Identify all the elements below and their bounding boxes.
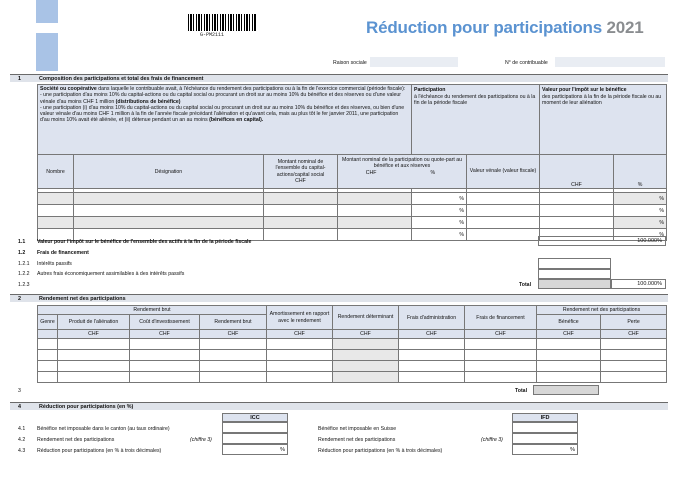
valeur-header: Valeur pour l'impôt sur le bénéfice des participations à la fin de la période fiscale ou au moment de leur aliénation xyxy=(540,85,667,155)
societe-description: Société ou coopérative dans laquelle le contribuable avait, à l'échéance du rendement des participations ou à la fin de l'exercice commercial (période fiscale): - une participation d'au moins 10% du capital-actions ou du capital social ou procurant un droit sur au moins 10% du bénéfice et des réserves ou d'une valeur vénale d'au moins CHF 1 million (distributions de bénéfice) - une participation (i) d'au moins 10% du capital-actions ou du capital social ou procurant un droit sur au moins 10% du bénéfice et des réserves, ou bien d'une valeur vénale d'au moins CHF 1 million à la fin de l'année fiscale précédant l'aliénation et qu'avant cela, mais au plus tôt le fer janvier 2011, une participation d'au moins 10% avait été aliénée, et (ii) détenue pendant un an au moins (bénéfices en capital). xyxy=(38,85,412,155)
line-1-2-2-label: Autres frais économiquement assimilables à des intérêts passifs xyxy=(37,271,185,277)
icc-rendement-field[interactable] xyxy=(222,433,288,444)
line-4-2-right-label: Rendement net des participations xyxy=(318,437,396,443)
contribuable-label: N° de contribuable xyxy=(505,60,548,66)
line-1-2-3-num: 1.2.3 xyxy=(18,282,30,288)
rendement-brut-group: Rendement brut xyxy=(38,306,267,315)
line-1-1-label: Valeur pour l'impôt sur le bénéfice de l'ensemble des actifs à la fin de la période fiscale xyxy=(37,239,252,245)
ifd-benefice-field[interactable] xyxy=(512,422,578,433)
line-4-2-right-chiffre: (chiffre 3) xyxy=(481,437,503,443)
table-row xyxy=(38,339,667,350)
ifd-reduction-field[interactable]: % xyxy=(512,444,578,455)
table-row xyxy=(38,361,667,372)
icc-header: ICC xyxy=(222,413,288,422)
col-frais-admin: Frais d'administration xyxy=(399,306,465,330)
participations-table xyxy=(37,84,667,241)
autres-frais-field[interactable] xyxy=(538,269,611,279)
line-4-1-right-label: Bénéfice net imposable en Suisse xyxy=(318,426,397,432)
col-genre: Genre xyxy=(38,315,58,330)
line-4-3-left-label: Réduction pour participations (en % à trois décimales) xyxy=(37,448,162,454)
section-2-header: 2 Rendement net des participations xyxy=(10,294,668,302)
raison-sociale-label: Raison sociale xyxy=(333,60,367,66)
line-4-1-left-label: Bénéfice net imposable dans le canton (au taux ordinaire) xyxy=(37,426,170,432)
line-4-2-left-label: Rendement net des participations xyxy=(37,437,115,443)
table-row: % % xyxy=(38,229,667,241)
table-row: % % xyxy=(38,217,667,229)
line-1-1-num: 1.1 xyxy=(18,239,26,245)
rendement-net-group: Rendement net des participations xyxy=(537,306,667,315)
col-perte: Perte xyxy=(601,315,667,330)
table-row xyxy=(38,372,667,383)
frais-total-field xyxy=(538,279,611,289)
line-1-2-label: Frais de financement xyxy=(37,250,89,256)
col-rendement-determinant: Rendement déterminant xyxy=(333,306,399,330)
page-year: 2021 xyxy=(606,18,644,37)
col-produit: Produit de l'aliénation xyxy=(58,315,130,330)
col-montant-participation: Montant nominal de la participation ou quote-part au bénéfice et aux réserves CHF % xyxy=(338,155,467,189)
table-row xyxy=(38,350,667,361)
line-4-3-right-label: Réduction pour participations (en % à trois décimales) xyxy=(318,448,443,454)
raison-sociale-field[interactable] xyxy=(370,57,458,67)
col-valeur-chf: CHF xyxy=(540,155,614,189)
line-1-2-2-num: 1.2.2 xyxy=(18,271,30,277)
col-valeur-pct: % xyxy=(614,155,667,189)
line-3-num: 3 xyxy=(18,388,21,394)
line-4-2-num: 4.2 xyxy=(18,437,26,443)
rendement-total-field xyxy=(533,385,599,395)
line-1-2-num: 1.2 xyxy=(18,250,26,256)
line-1-2-1-label: Intérêts passifs xyxy=(37,261,72,267)
col-designation: Désignation xyxy=(74,155,264,189)
line-1-1-value[interactable]: 100.000% xyxy=(538,236,666,246)
icc-reduction-field[interactable]: % xyxy=(222,444,288,455)
line-4-2-left-chiffre: (chiffre 3) xyxy=(190,437,212,443)
icc-benefice-field[interactable] xyxy=(222,422,288,433)
line-3-total-label: Total xyxy=(515,388,528,394)
table-row: % % xyxy=(38,193,667,205)
line-1-2-3-total-label: Total xyxy=(519,282,532,288)
col-amortissement: Amortissement en rapport avec le rendement xyxy=(267,306,333,330)
section-1-header: 1 Composition des participations et total des frais de financement xyxy=(10,74,668,82)
line-1-2-1-num: 1.2.1 xyxy=(18,261,30,267)
barcode xyxy=(188,14,256,31)
col-rendement-brut: Rendement brut xyxy=(200,315,267,330)
col-benefice: Bénéfice xyxy=(537,315,601,330)
ifd-rendement-field[interactable] xyxy=(512,433,578,444)
col-valeur-venale: Valeur vénale (valeur fiscale) xyxy=(467,155,540,189)
section-4-header: 4 Réduction pour participations (en %) xyxy=(10,402,668,410)
participation-header: Participation à l'échéance du rendement des participations ou à la fin de la période fiscale xyxy=(412,85,540,155)
contribuable-field[interactable] xyxy=(555,57,665,67)
page-title: Réduction pour participations 2021 xyxy=(366,18,644,37)
ifd-header: IFD xyxy=(512,413,578,422)
col-frais-financement: Frais de financement xyxy=(465,306,537,330)
line-4-3-num: 4.3 xyxy=(18,448,26,454)
col-cout: Coût d'investissement xyxy=(130,315,200,330)
table-row: % % xyxy=(38,205,667,217)
blue-stripe-bottom xyxy=(36,33,58,71)
rendement-table: Rendement brut Amortissement en rapport avec le rendement Rendement déterminant Frais d'administration Frais de financement Rendement net des participations Genre Produit de l'aliénation Coût d'investissement Rendement brut Bénéfice Perte CHF CHF CHF CHF CHF CHF CHF CHF CHF xyxy=(37,305,667,383)
col-nombre: Nombre xyxy=(38,155,74,189)
barcode-text: G-PM2111 xyxy=(200,32,225,38)
frais-total-pct: 100.000% xyxy=(611,279,666,289)
line-4-1-num: 4.1 xyxy=(18,426,26,432)
interets-passifs-field[interactable] xyxy=(538,258,611,269)
blue-stripe-top xyxy=(36,0,58,23)
col-montant-capital: Montant nominal de l'ensemble du capital-actions/capital social CHF xyxy=(264,155,338,189)
